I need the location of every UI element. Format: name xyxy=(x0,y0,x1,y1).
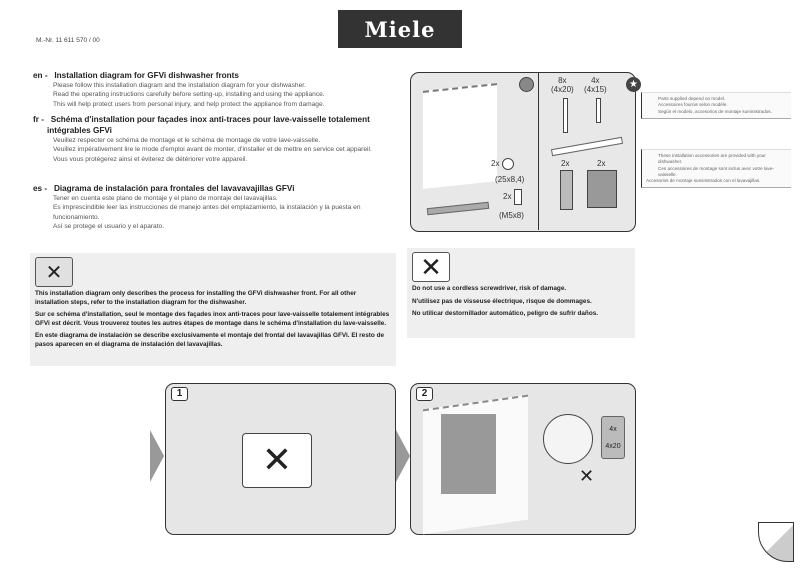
no-screwdriver-icon: ✕ xyxy=(412,252,450,282)
note-dishwasher xyxy=(641,149,791,188)
document-number: M.-Nr. 11 611 570 / 00 xyxy=(36,37,100,44)
screw1-size: (4x20) xyxy=(551,85,574,94)
bracket-illustration xyxy=(560,170,573,210)
arrow-right-icon xyxy=(150,430,164,482)
screw-callout xyxy=(601,416,625,459)
screw-4x20-icon xyxy=(563,98,568,133)
note-line: Según el modelo, accesorios de montaje suministrados. xyxy=(658,108,772,114)
text-line: Veuillez respecter ce schéma de montage et le schéma de montage de votre lave-vaisselle. xyxy=(53,137,321,144)
bolt-size: (M5x8) xyxy=(499,211,524,220)
front-panel-illustration xyxy=(423,83,500,189)
intro-fr xyxy=(33,114,393,164)
text-line: Please follow this installation diagram and the installation diagram for your dishwasher. xyxy=(53,82,306,89)
front-panel-illustration xyxy=(441,414,496,494)
lang-code: es - xyxy=(33,184,48,193)
info-box xyxy=(30,253,396,366)
section-title: Installation diagram for GFVi dishwasher fronts xyxy=(54,71,239,80)
info-text: En este diagrama de instalación se describe exclusivamente el montaje del frontal del lavavajillas GFVi. El resto de pasos aparecen en el diagrama de instalación del lavavajillas. xyxy=(35,332,385,348)
model-icon xyxy=(519,77,534,92)
strip-illustration xyxy=(551,137,623,156)
intro-en xyxy=(33,70,393,109)
note-line: These installation accessories are provided with your dishwasher. xyxy=(658,153,766,165)
handle-illustration xyxy=(427,202,489,215)
bracket1-qty: 2x xyxy=(561,159,570,168)
lang-code: en - xyxy=(33,71,48,80)
note-line: Accessoires fournis selon modèle. xyxy=(658,102,728,108)
parts-diagram xyxy=(410,72,636,232)
warning-text: No utilicar destornillador automático, peligro de sufrir daños. xyxy=(412,310,599,318)
bracket2-qty: 2x xyxy=(597,159,606,168)
warning-text: N'utilisez pas de visseuse électrique, risque de dommages. xyxy=(412,297,592,305)
section-title: Diagrama de instalación para frontales del lavavavajillas GFVi xyxy=(53,184,295,193)
warning-box xyxy=(407,248,635,338)
bolt-qty: 2x xyxy=(503,192,512,202)
spacer-size: (25x8,4) xyxy=(495,175,525,184)
text-line: Read the operating instructions carefully before setting-up, installing and using the appliance. xyxy=(53,91,325,99)
screw-size: 4x20 xyxy=(605,443,621,450)
info-text: Sur ce schéma d'installation, seul le montage des façades inox anti-traces pour lave-vaisselle totalement intégrables GFVi est décrit. Vous trouverez toutes les autres étapes de montage dans le schéma d'installation du lave-vaisselle. xyxy=(35,311,390,327)
spacer-qty: 2x xyxy=(491,159,500,169)
note-line: Ces accessoires de montage sont inclus avec votre lave-vaisselle. xyxy=(658,165,774,177)
spacer-icon xyxy=(502,158,514,170)
step-2-panel xyxy=(410,383,636,535)
tools-icon: ✕ xyxy=(242,433,312,488)
screw2-size: (4x15) xyxy=(584,85,607,94)
info-text: This installation diagram only describes the process for installing the GFVi dishwasher front. For all other installation steps, refer to the installation diagram for the dishwasher. xyxy=(35,290,357,306)
star-icon: ★ xyxy=(626,77,641,92)
screw1-qty: 8x xyxy=(558,76,567,85)
arrow-right-icon xyxy=(396,430,410,482)
text-line: Veuillez impérativement lire le mode d'emploi avant de monter, d'installer et de mettre en service cet appareil. xyxy=(53,146,372,154)
note-line: Accesorios de montaje suministrados con el lavavajillas. xyxy=(646,178,761,184)
section-title: Schéma d'installation pour façades inox anti-traces pour lave-vaisselle totalement intégrables GFVi xyxy=(47,115,370,135)
screw-qty: 4x xyxy=(609,426,617,433)
page-curl-icon[interactable] xyxy=(758,522,794,562)
intro-es xyxy=(33,183,393,231)
warning-text: Do not use a cordless screwdriver, risk of damage. xyxy=(412,285,567,292)
text-line: This will help protect users from personal injury, and help protect the appliance from damage. xyxy=(53,100,325,108)
bolt-icon xyxy=(514,189,522,205)
text-line: Vous vous protégerez ainsi et éviterez de détériorer votre appareil. xyxy=(53,155,248,163)
text-line: Tener en cuenta este plano de montaje y el plano de montaje del lavavajillas. xyxy=(53,195,278,202)
step-number: 1 xyxy=(171,387,188,401)
screw-4x15-icon xyxy=(596,98,601,123)
text-line: Así se protege el usuario y el aparato. xyxy=(53,222,165,230)
tools-icon: ✕ xyxy=(35,257,73,287)
divider xyxy=(538,73,539,230)
no-screwdriver-icon: ✕ xyxy=(579,466,595,486)
clamp-illustration xyxy=(587,170,617,208)
note-model xyxy=(641,92,791,119)
lang-code: fr - xyxy=(33,115,44,124)
step-1-panel xyxy=(165,383,396,535)
screw2-qty: 4x xyxy=(591,76,600,85)
detail-zoom-circle xyxy=(543,414,593,464)
note-line: Parts supplied depend on model. xyxy=(658,96,726,101)
miele-logo: Miele xyxy=(338,10,462,48)
step-number: 2 xyxy=(416,387,433,401)
text-line: Es imprescindible leer las instrucciones de manejo antes del emplazamiento, la instalación y la puesta en funcionamiento. xyxy=(53,204,361,221)
